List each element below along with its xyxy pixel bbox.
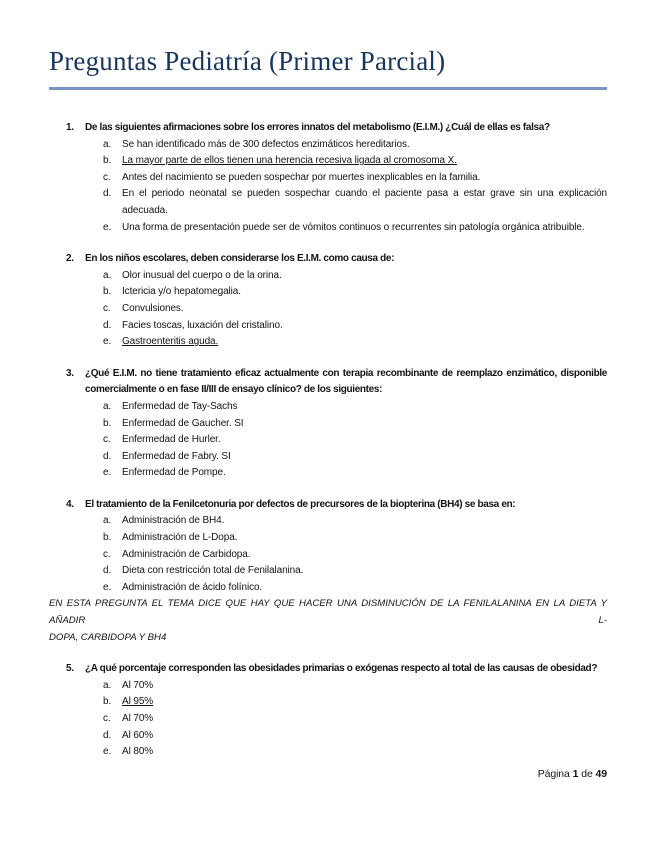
option-text: Al 60% bbox=[122, 729, 154, 741]
option-letter: d. bbox=[103, 319, 112, 331]
footer-label: Página bbox=[537, 767, 570, 780]
option-text: Al 80% bbox=[122, 746, 154, 758]
option-text: Al 70% bbox=[122, 713, 154, 724]
questions-list bbox=[49, 120, 607, 761]
option-text: Al 70% bbox=[122, 679, 154, 691]
option-letter: e. bbox=[103, 467, 112, 479]
option-row bbox=[49, 547, 607, 564]
question-heading bbox=[49, 120, 607, 137]
option-letter: c. bbox=[103, 548, 111, 560]
option-letter: c. bbox=[103, 434, 111, 446]
question-number: 5. bbox=[66, 663, 74, 675]
option-letter: b. bbox=[103, 696, 112, 708]
option-text: Enfermedad de Gaucher. SI bbox=[122, 417, 244, 429]
option-text: Una forma de presentación puede ser de vómitos continuos o recurrentes sin patología orgánica atribuible. bbox=[122, 221, 585, 233]
option-row bbox=[49, 416, 607, 433]
option-row bbox=[49, 186, 607, 219]
option-row bbox=[49, 513, 607, 530]
option-text: En el periodo neonatal se pueden sospechar cuando el paciente pasa a estar grave sin una explicación adecuada. bbox=[122, 188, 607, 216]
option-row bbox=[49, 137, 607, 154]
option-letter: e. bbox=[103, 221, 112, 233]
option-row bbox=[49, 449, 607, 466]
option-letter: a. bbox=[103, 269, 112, 281]
option-letter: c. bbox=[103, 302, 111, 314]
option-letter: b. bbox=[103, 417, 112, 429]
page-footer bbox=[49, 768, 607, 780]
option-row bbox=[49, 284, 607, 301]
option-row bbox=[49, 563, 607, 580]
option-text: Antes del nacimiento se pueden sospechar por muertes inexplicables en la familia. bbox=[122, 171, 481, 183]
option-letter: d. bbox=[103, 450, 112, 462]
option-text: Enfermedad de Hurler. bbox=[122, 434, 221, 446]
option-text: Administración de ácido folínico. bbox=[122, 581, 263, 593]
option-letter: c. bbox=[103, 713, 111, 724]
option-row bbox=[49, 318, 607, 335]
option-letter: b. bbox=[103, 155, 112, 167]
question-5 bbox=[49, 661, 607, 761]
question-text: El tratamiento de la Fenilcetonuria por defectos de precursores de la biopterina (BH4) se basa en: bbox=[85, 498, 516, 510]
option-text: Convulsiones. bbox=[122, 302, 184, 314]
option-row bbox=[49, 153, 607, 170]
option-text: Administración de Carbidopa. bbox=[122, 548, 251, 560]
option-letter: e. bbox=[103, 336, 112, 348]
option-row bbox=[49, 268, 607, 285]
option-letter: d. bbox=[103, 188, 112, 200]
question-commentary-line-2: DOPA, CARBIDOPA Y BH4 bbox=[49, 631, 167, 643]
question-4 bbox=[49, 497, 607, 646]
option-row bbox=[49, 432, 607, 449]
option-letter: e. bbox=[103, 581, 112, 593]
document-header bbox=[49, 42, 607, 90]
page-title: Preguntas Pediatría (Primer Parcial) bbox=[49, 42, 607, 90]
option-row bbox=[49, 334, 607, 351]
option-row bbox=[49, 711, 607, 728]
question-2 bbox=[49, 251, 607, 351]
question-text: ¿A qué porcentaje corresponden las obesidades primarias o exógenas respecto al total de las causas de obesidad? bbox=[85, 663, 598, 675]
question-3 bbox=[49, 366, 607, 482]
question-number: 4. bbox=[66, 498, 74, 510]
option-letter: a. bbox=[103, 400, 112, 412]
question-heading bbox=[49, 251, 607, 268]
question-number: 2. bbox=[66, 253, 74, 265]
option-letter: e. bbox=[103, 746, 112, 758]
option-text: Ictericia y/o hepatomegalia. bbox=[122, 286, 241, 298]
option-row bbox=[49, 399, 607, 416]
option-text: Enfermedad de Pompe. bbox=[122, 467, 226, 479]
option-text: Administración de BH4. bbox=[122, 515, 225, 527]
option-letter: b. bbox=[103, 532, 112, 544]
option-text: Dieta con restricción total de Fenilalanina. bbox=[122, 565, 304, 577]
option-text: Enfermedad de Fabry. SI bbox=[122, 450, 231, 462]
option-letter: d. bbox=[103, 729, 112, 741]
option-row bbox=[49, 694, 607, 711]
option-row bbox=[49, 301, 607, 318]
footer-page-number: 1 bbox=[572, 767, 579, 780]
question-text: ¿Qué E.I.M. no tiene tratamiento eficaz actualmente con terapia recombinante de reemplazo enzimático, disponible comercialmente o en fase II/III de ensayo clínico? de los siguientes: bbox=[85, 367, 607, 396]
question-text: De las siguientes afirmaciones sobre los errores innatos del metabolismo (E.I.M.) ¿Cuál de ellas es falsa? bbox=[85, 122, 550, 133]
option-text-underlined-answer: Gastroenteritis aguda. bbox=[122, 336, 219, 348]
option-letter: b. bbox=[103, 286, 112, 298]
option-row bbox=[49, 530, 607, 547]
option-text: Administración de L-Dopa. bbox=[122, 532, 238, 544]
option-text: Enfermedad de Tay-Sachs bbox=[122, 400, 238, 412]
option-row bbox=[49, 744, 607, 761]
footer-total-pages: 49 bbox=[595, 767, 607, 780]
question-text: En los niños escolares, deben considerarse los E.I.M. como causa de: bbox=[85, 253, 395, 265]
option-letter: a. bbox=[103, 138, 112, 150]
option-letter: a. bbox=[103, 679, 112, 691]
question-number: 3. bbox=[66, 367, 74, 379]
option-text: Olor inusual del cuerpo o de la orina. bbox=[122, 269, 282, 281]
option-row bbox=[49, 728, 607, 745]
option-letter: d. bbox=[103, 565, 112, 577]
option-text: Se han identificado más de 300 defectos enzimáticos hereditarios. bbox=[122, 138, 410, 150]
question-heading bbox=[49, 366, 607, 399]
option-row bbox=[49, 170, 607, 187]
option-text-underlined-answer: La mayor parte de ellos tienen una herencia recesiva ligada al cromosoma X. bbox=[122, 155, 457, 167]
option-row bbox=[49, 465, 607, 482]
question-number: 1. bbox=[66, 122, 74, 133]
question-commentary-line-1: EN ESTA PREGUNTA EL TEMA DICE QUE HAY QUE HACER UNA DISMINUCIÓN DE LA FENILALANINA EN LA DIETA Y AÑADIR L- bbox=[49, 598, 607, 627]
option-text: Facies toscas, luxación del cristalino. bbox=[122, 319, 283, 331]
option-row bbox=[49, 678, 607, 695]
option-row bbox=[49, 220, 607, 237]
footer-of-label: de bbox=[581, 767, 593, 780]
option-letter: c. bbox=[103, 171, 111, 183]
question-heading bbox=[49, 661, 607, 678]
option-text-underlined-answer: Al 95% bbox=[122, 696, 154, 708]
question-1 bbox=[49, 120, 607, 236]
question-heading bbox=[49, 497, 607, 514]
option-row bbox=[49, 580, 607, 597]
option-letter: a. bbox=[103, 515, 112, 527]
